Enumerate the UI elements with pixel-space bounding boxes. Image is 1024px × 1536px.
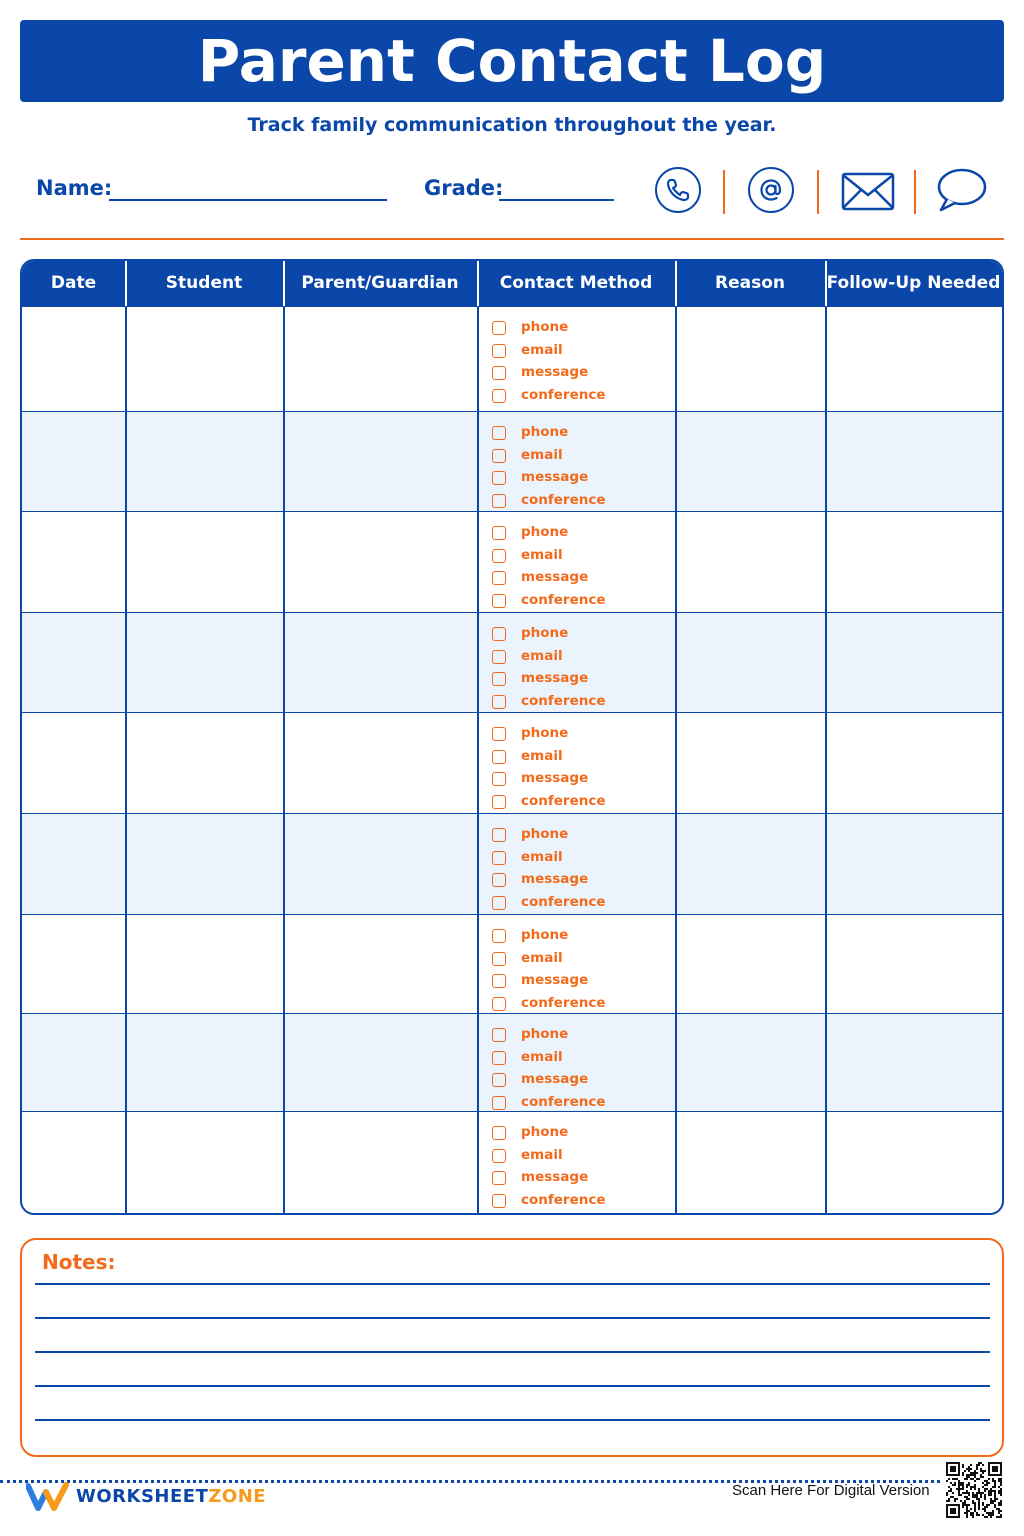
conference-checkbox[interactable] — [492, 896, 506, 910]
message-checkbox[interactable] — [492, 1073, 506, 1087]
column-divider — [125, 814, 127, 915]
column-divider — [283, 412, 285, 512]
brand-name-part2: ZONE — [208, 1486, 267, 1507]
notes-line[interactable] — [35, 1351, 990, 1353]
column-divider — [825, 814, 827, 915]
email-checkbox[interactable] — [492, 449, 506, 463]
brand-name — [76, 1486, 266, 1507]
phone-checkbox[interactable] — [492, 1126, 506, 1140]
conference-checkbox[interactable] — [492, 997, 506, 1011]
column-divider — [125, 1014, 127, 1112]
column-divider — [125, 713, 127, 814]
conference-checkbox[interactable] — [492, 389, 506, 403]
notes-box — [20, 1238, 1004, 1457]
phone-icon — [655, 167, 701, 213]
conference-checkbox[interactable] — [492, 695, 506, 709]
conference-checkbox[interactable] — [492, 1096, 506, 1110]
name-label: Name: — [36, 176, 113, 200]
contact-option-label: phone — [521, 1124, 569, 1140]
column-divider — [125, 307, 127, 412]
table-row — [22, 1013, 1002, 1111]
column-divider — [825, 512, 827, 613]
message-checkbox[interactable] — [492, 471, 506, 485]
phone-checkbox[interactable] — [492, 1028, 506, 1042]
table-row — [22, 712, 1002, 813]
table-row — [22, 1111, 1002, 1213]
scan-caption: Scan Here For Digital Version — [732, 1482, 930, 1499]
title-banner — [20, 20, 1004, 102]
column-divider — [825, 915, 827, 1014]
column-divider — [675, 915, 677, 1014]
email-checkbox[interactable] — [492, 650, 506, 664]
message-checkbox[interactable] — [492, 1171, 506, 1185]
column-divider — [477, 307, 479, 412]
column-divider — [283, 814, 285, 915]
email-checkbox[interactable] — [492, 750, 506, 764]
contact-option-label: email — [521, 341, 563, 358]
column-divider — [477, 915, 479, 1014]
contact-option-label: message — [521, 1169, 589, 1186]
phone-checkbox[interactable] — [492, 526, 506, 540]
contact-option-label: phone — [521, 625, 569, 641]
message-checkbox[interactable] — [492, 974, 506, 988]
table-row — [22, 306, 1002, 411]
column-divider — [675, 713, 677, 814]
column-divider — [825, 1112, 827, 1214]
email-checkbox[interactable] — [492, 549, 506, 563]
message-checkbox[interactable] — [492, 672, 506, 686]
contact-option-label: email — [521, 747, 563, 764]
contact-option-label: conference — [521, 793, 606, 810]
column-divider — [477, 613, 479, 713]
at-sign-icon — [748, 167, 794, 213]
column-divider — [825, 307, 827, 412]
conference-checkbox[interactable] — [492, 795, 506, 809]
column-divider — [477, 1014, 479, 1112]
column-header-date: Date — [50, 273, 97, 293]
column-divider — [675, 512, 677, 613]
column-divider — [283, 1112, 285, 1214]
column-divider — [283, 1014, 285, 1112]
email-checkbox[interactable] — [492, 344, 506, 358]
column-divider — [283, 613, 285, 713]
column-divider — [125, 412, 127, 512]
contact-option-label: message — [521, 364, 589, 381]
column-header-parent-guardian: Parent/Guardian — [301, 273, 459, 293]
table-header — [22, 261, 1002, 306]
contact-option-label: conference — [521, 592, 606, 609]
contact-option-label: message — [521, 871, 589, 888]
contact-option-label: conference — [521, 1192, 606, 1209]
column-header-contact-method: Contact Method — [499, 273, 653, 293]
conference-checkbox[interactable] — [492, 1194, 506, 1208]
contact-option-label: phone — [521, 927, 569, 943]
column-divider — [825, 1014, 827, 1112]
notes-line[interactable] — [35, 1317, 990, 1319]
column-divider — [283, 915, 285, 1014]
contact-option-label: phone — [521, 826, 569, 842]
column-divider — [675, 1112, 677, 1214]
name-field[interactable] — [109, 199, 387, 201]
table-row — [22, 914, 1002, 1013]
contact-option-label: phone — [521, 424, 569, 440]
message-checkbox[interactable] — [492, 571, 506, 585]
table-row — [22, 612, 1002, 712]
column-divider — [283, 713, 285, 814]
worksheetzone-logo-icon — [26, 1482, 70, 1517]
table-row — [22, 511, 1002, 612]
column-divider — [125, 915, 127, 1014]
header-divider — [20, 238, 1004, 240]
phone-checkbox[interactable] — [492, 627, 506, 641]
contact-option-label: message — [521, 569, 589, 586]
message-checkbox[interactable] — [492, 366, 506, 380]
conference-checkbox[interactable] — [492, 594, 506, 608]
column-divider — [283, 512, 285, 613]
contact-log-table — [20, 259, 1004, 1215]
column-divider — [675, 613, 677, 713]
column-divider — [675, 1014, 677, 1112]
speech-bubble-icon — [935, 166, 989, 221]
column-divider — [477, 814, 479, 915]
email-checkbox[interactable] — [492, 952, 506, 966]
page-subtitle: Track family communication throughout the year. — [247, 114, 777, 136]
contact-option-label: message — [521, 770, 589, 787]
column-header-follow-up: Follow-Up Needed — [826, 273, 1001, 293]
icon-divider — [817, 170, 819, 214]
column-divider — [675, 814, 677, 915]
table-row — [22, 411, 1002, 511]
email-checkbox[interactable] — [492, 1149, 506, 1163]
qr-code[interactable] — [946, 1462, 1002, 1523]
phone-checkbox[interactable] — [492, 321, 506, 335]
phone-checkbox[interactable] — [492, 727, 506, 741]
icon-divider — [914, 170, 916, 214]
grade-field[interactable] — [499, 199, 614, 201]
contact-option-label: conference — [521, 995, 606, 1012]
phone-checkbox[interactable] — [492, 929, 506, 943]
phone-checkbox[interactable] — [492, 828, 506, 842]
table-row — [22, 813, 1002, 914]
contact-option-label: email — [521, 1048, 563, 1065]
column-divider — [825, 613, 827, 713]
column-divider — [477, 261, 479, 306]
contact-option-label: conference — [521, 894, 606, 911]
contact-option-label: phone — [521, 524, 569, 540]
contact-option-label: message — [521, 670, 589, 687]
column-divider — [125, 613, 127, 713]
envelope-icon — [841, 172, 895, 217]
email-checkbox[interactable] — [492, 851, 506, 865]
message-checkbox[interactable] — [492, 873, 506, 887]
contact-option-label: message — [521, 469, 589, 486]
notes-line[interactable] — [35, 1283, 990, 1285]
column-divider — [477, 412, 479, 512]
contact-option-label: email — [521, 949, 563, 966]
column-divider — [675, 261, 677, 306]
column-divider — [675, 412, 677, 512]
column-divider — [125, 261, 127, 306]
contact-option-label: conference — [521, 387, 606, 404]
contact-option-label: email — [521, 647, 563, 664]
column-divider — [675, 307, 677, 412]
contact-option-label: email — [521, 546, 563, 563]
column-divider — [825, 261, 827, 306]
notes-line[interactable] — [35, 1419, 990, 1421]
contact-option-label: phone — [521, 725, 569, 741]
contact-option-label: message — [521, 972, 589, 989]
notes-label: Notes: — [42, 1250, 116, 1274]
contact-option-label: conference — [521, 693, 606, 710]
column-divider — [125, 1112, 127, 1214]
notes-line[interactable] — [35, 1385, 990, 1387]
contact-option-label: phone — [521, 1026, 569, 1042]
contact-option-label: message — [521, 1071, 589, 1088]
icon-divider — [723, 170, 725, 214]
grade-label: Grade: — [424, 176, 504, 200]
contact-option-label: email — [521, 446, 563, 463]
brand-name-part1: WORKSHEET — [76, 1486, 209, 1507]
column-divider — [477, 512, 479, 613]
phone-checkbox[interactable] — [492, 426, 506, 440]
column-divider — [825, 713, 827, 814]
contact-option-label: email — [521, 848, 563, 865]
conference-checkbox[interactable] — [492, 494, 506, 508]
column-divider — [477, 1112, 479, 1214]
contact-option-label: phone — [521, 319, 569, 335]
column-divider — [125, 512, 127, 613]
column-divider — [825, 412, 827, 512]
column-header-reason: Reason — [715, 273, 785, 293]
column-divider — [283, 261, 285, 306]
message-checkbox[interactable] — [492, 772, 506, 786]
page-title: Parent Contact Log — [197, 27, 827, 95]
contact-option-label: conference — [521, 1094, 606, 1111]
email-checkbox[interactable] — [492, 1051, 506, 1065]
column-divider — [283, 307, 285, 412]
column-header-student: Student — [165, 273, 243, 293]
contact-option-label: email — [521, 1146, 563, 1163]
contact-option-label: conference — [521, 492, 606, 509]
column-divider — [477, 713, 479, 814]
